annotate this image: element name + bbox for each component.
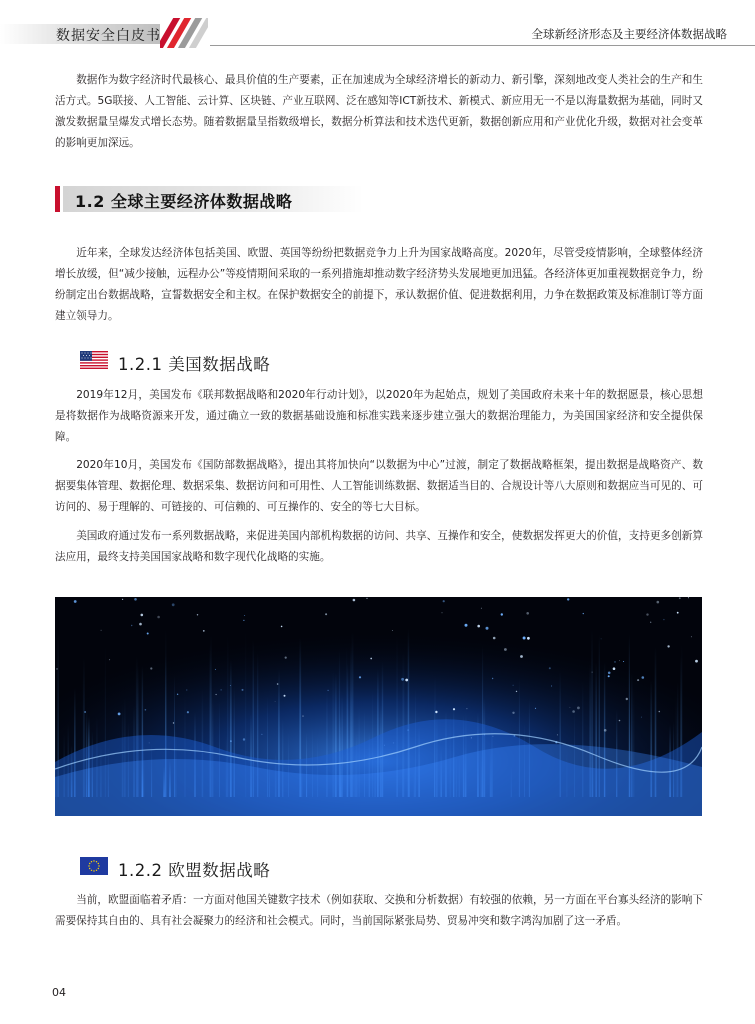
intro-paragraph: 数据作为数字经济时代最核心、最具价值的生产要素，正在加速成为全球经济增长的新动力、新引擎，深刻地改变人类社会的生产和生活方式。5G联接、人工智能、云计算、区块链、产业互联网、泛在感知等ICT新技术、新模式、新应用无一不是以海量数据为基础，同时又激发数据量呈爆发式增长态势。随着数据量呈指数级增长，数据分析算法和技术迭代更新，数据创新应用和产业优化升级，数据对社会变革的影响更加深远。	[55, 74, 703, 149]
eu-strategy-title: 1.2.2 欧盟数据战略	[118, 861, 271, 880]
blue-data-visualization-image	[55, 597, 702, 816]
data-wave-graphic	[55, 597, 702, 816]
us-paragraph-3: 美国政府通过发布一系列数据战略，来促进美国内部机构数据的访问、共享、互操作和安全，使数据发挥更大的价值，支持更多创新算法应用，最终支持美国国家战略和数字现代化战略的实施。	[55, 530, 703, 563]
us-flag-icon	[80, 351, 108, 369]
header-rule	[210, 45, 755, 46]
section-paragraph: 近年来，全球发达经济体包括美国、欧盟、英国等纷纷把数据竞争力上升为国家战略高度。2020年，尽管受疫情影响，全球整体经济增长放缓，但“减少接触，远程办公”等疫情期间采取的一系列措施却推动数字经济势头发展地更加迅猛。各经济体更加重视数据竞争力，纷纷制定出台数据战略，宣誓数据安全和主权。在保护数据安全的前提下，承认数据价值、促进数据利用，力争在数据政策及标准制订等方面建立领导力。	[55, 247, 703, 322]
document-title: 数据安全白皮书	[56, 28, 161, 44]
us-strategy-title: 1.2.1 美国数据战略	[118, 355, 271, 374]
page-header	[0, 18, 755, 48]
eu-flag-icon	[80, 857, 108, 875]
chapter-title: 全球新经济形态及主要经济体数据战略	[531, 27, 727, 41]
header-stripes-decoration	[160, 18, 208, 48]
eu-paragraph: 当前，欧盟面临着矛盾：一方面对他国关键数字技术（例如获取、交换和分析数据）有较强的依赖，另一方面在平台寡头经济的影响下需要保持其自由的、具有社会凝聚力的经济和社会模式。同时，当前国际紧张局势、贸易冲突和数字鸿沟加剧了这一矛盾。	[55, 894, 703, 927]
us-paragraph-2: 2020年10月，美国发布《国防部数据战略》，提出其将加快向“以数据为中心”过渡，制定了数据战略框架，提出数据是战略资产、数据要集体管理、数据伦理、数据采集、数据访问和可用性、人工智能训练数据、数据适当目的、合规设计等八大原则和数据应当可见的、可访问的、易于理解的、可链接的、可信赖的、可互操作的、安全的等七大目标。	[55, 459, 703, 513]
page-number: 04	[52, 986, 66, 999]
section-accent-bar	[55, 186, 60, 212]
us-paragraph-1: 2019年12月，美国发布《联邦数据战略和2020年行动计划》，以2020年为起始点，规划了美国政府未来十年的数据愿景，核心思想是将数据作为战略资源来开发，通过确立一致的数据基础设施和标准实践来逐步建立强大的数据治理能力，为美国国家经济和安全提供保障。	[55, 389, 703, 443]
section-title: 1.2 全球主要经济体数据战略	[75, 192, 293, 211]
